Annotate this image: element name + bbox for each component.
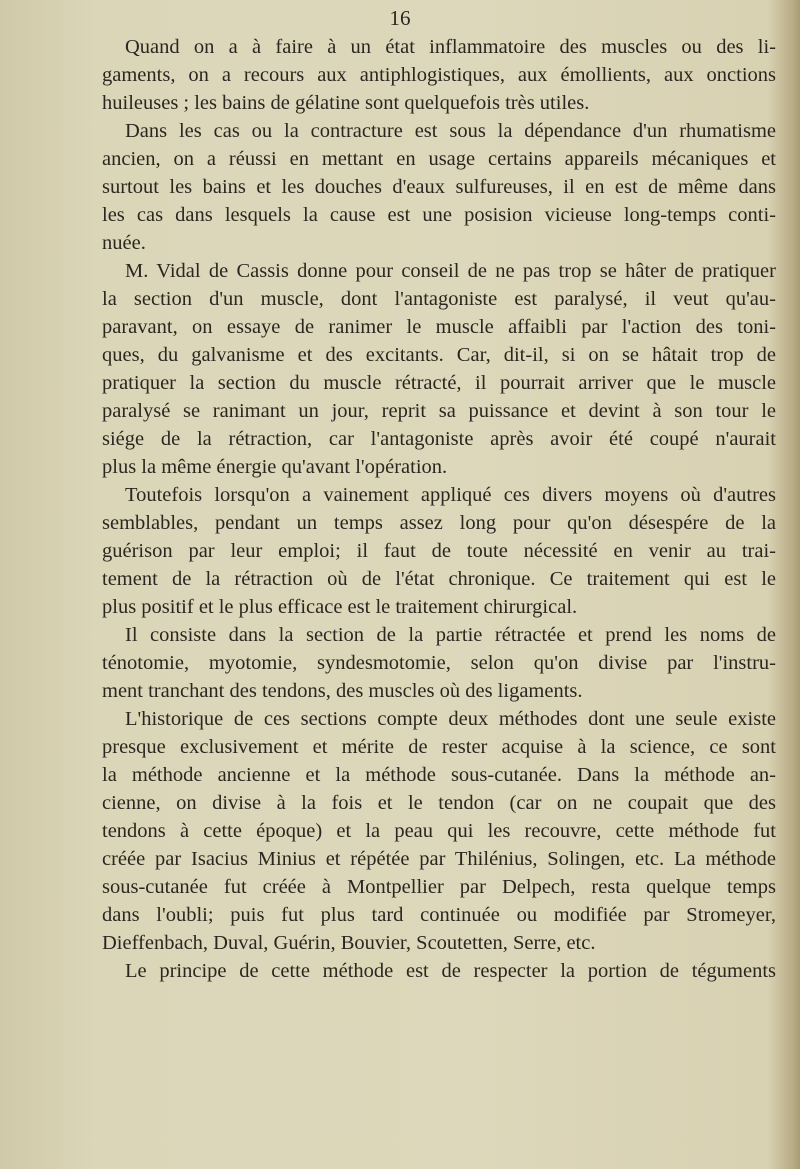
text-line: Il consiste dans la section de la partie rétractée et prend les noms de: [125, 624, 776, 646]
text-line: plus positif et le plus efficace est le traitement chirurgical.: [102, 596, 578, 618]
text-line: sous-cutanée fut créée à Montpellier par Delpech, resta quelque temps: [102, 876, 776, 898]
text-line: ancien, on a réussi en mettant en usage certains appareils mécaniques et: [102, 148, 776, 170]
text-line: Toutefois lorsqu'on a vainement appliqué ces divers moyens où d'autres: [125, 484, 776, 506]
text-line: tement de la rétraction où de l'état chronique. Ce traitement qui est le: [102, 568, 776, 590]
text-line: Quand on a à faire à un état inflammatoire des muscles ou des li-: [125, 36, 776, 58]
text-line: dans l'oubli; puis fut plus tard continuée ou modifiée par Stromeyer,: [102, 904, 776, 926]
text-line: Le principe de cette méthode est de respecter la portion de téguments: [125, 960, 776, 982]
text-line: surtout les bains et les douches d'eaux sulfureuses, il en est de même dans: [102, 176, 776, 198]
text-line: ténotomie, myotomie, syndesmotomie, selon qu'on divise par l'instru-: [102, 652, 776, 674]
body-text: [102, 33, 776, 985]
text-line: Dieffenbach, Duval, Guérin, Bouvier, Scoutetten, Serre, etc.: [102, 932, 596, 954]
text-line: ques, du galvanisme et des excitants. Car, dit-il, si on se hâtait trop de: [102, 344, 776, 366]
text-line: gaments, on a recours aux antiphlogistiques, aux émollients, aux onctions: [102, 64, 776, 86]
text-line: presque exclusivement et mérite de rester acquise à la science, ce sont: [102, 736, 776, 758]
text-line: pratiquer la section du muscle rétracté, il pourrait arriver que le muscle: [102, 372, 776, 394]
text-line: semblables, pendant un temps assez long pour qu'on désespére de la: [102, 512, 776, 534]
text-line: paralysé se ranimant un jour, reprit sa puissance et devint à son tour le: [102, 400, 776, 422]
text-line: huileuses ; les bains de gélatine sont quelquefois très utiles.: [102, 92, 590, 114]
text-line: guérison par leur emploi; il faut de toute nécessité en venir au trai-: [102, 540, 776, 562]
text-line: ment tranchant des tendons, des muscles où des ligaments.: [102, 680, 583, 702]
text-line: nuée.: [102, 232, 146, 254]
page-number: 16: [389, 6, 411, 30]
text-line: Dans les cas ou la contracture est sous la dépendance d'un rhumatisme: [125, 120, 776, 142]
text-line: créée par Isacius Minius et répétée par Thilénius, Solingen, etc. La méthode: [102, 848, 776, 870]
text-line: la méthode ancienne et la méthode sous-cutanée. Dans la méthode an-: [102, 764, 776, 786]
text-line: plus la même énergie qu'avant l'opération.: [102, 456, 448, 478]
text-line: siége de la rétraction, car l'antagoniste après avoir été coupé n'aurait: [102, 428, 776, 450]
text-line: L'historique de ces sections compte deux méthodes dont une seule existe: [125, 708, 776, 730]
text-line: la section d'un muscle, dont l'antagoniste est paralysé, il veut qu'au-: [102, 288, 776, 310]
text-line: tendons à cette époque) et la peau qui les recouvre, cette méthode fut: [102, 820, 776, 842]
text-line: M. Vidal de Cassis donne pour conseil de ne pas trop se hâter de pratiquer: [125, 260, 776, 282]
text-line: les cas dans lesquels la cause est une posision vicieuse long-temps conti-: [102, 204, 776, 226]
text-line: paravant, on essaye de ranimer le muscle affaibli par l'action des toni-: [102, 316, 776, 338]
text-line: cienne, on divise à la fois et le tendon (car on ne coupait que des: [102, 792, 776, 814]
